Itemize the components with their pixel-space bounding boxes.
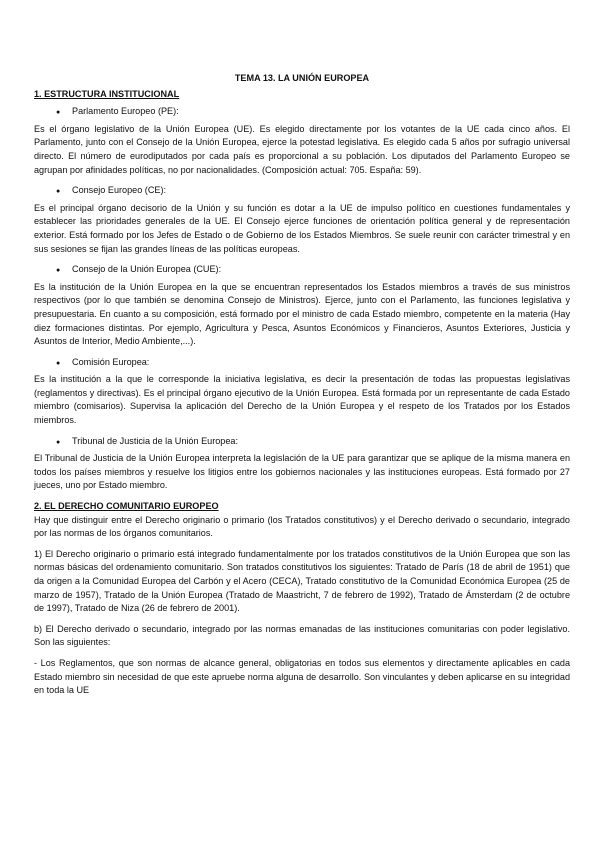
document-body [34,72,570,705]
bullet-dot-icon [56,184,72,199]
paragraph-consejo-europeo: Es el principal órgano decisorio de la Unión y su función es dotar a la UE de impulso político en cuestiones fundamentales y establecer las prioridades generales de la UE. El Consejo ejerce funciones de orientación política general y de representación exterior. Está formado por los Jefes de Estado o de Gobierno de los Estados Miembros. Se suele reunir con carácter trimestral y en sus sesiones se fijan las grandes líneas de las políticas europeas. [34,202,570,254]
bullet-dot-icon [56,356,72,371]
paragraph-derecho-originario: 1) El Derecho originario o primario está integrado fundamentalmente por los tratados constitutivos de la Unión Europea que son las normas básicas del ordenamiento comunitario. Son tratados constitutivos los siguientes: Tratado de París (18 de abril de 1951) que da origen a la Comunidad Europea del Carbón y el Acero (CECA), Tratado constitutivo de la Comunidad Económica Europea (25 de marzo de 1957), Tratado de la Unión Europea (Tratado de Maastricht, 7 de febrero de 1992), Tratado de Ámsterdam (2 de octubre de 1997), Tratado de Niza (26 de febrero de 2001). [34,548,570,614]
bullet-consejo-europeo [56,184,570,199]
bullet-dot-icon [56,105,72,120]
bullet-dot-icon [56,435,72,450]
bullet-label: Comisión Europea: [72,356,150,367]
bullet-label: Consejo de la Unión Europea (CUE): [72,264,222,275]
bullet-parlamento [56,105,570,120]
bullet-label: Parlamento Europeo (PE): [72,106,179,117]
paragraph-parlamento: Es el órgano legislativo de la Unión Europea (UE). Es elegido directamente por los votantes de la UE cada cinco años. El Parlamento, junto con el Consejo de la Unión Europea, ejerce la potestad legislativa. Es elegido cada 5 años por sufragio universal directo. El número de eurodiputados por cada país es proporcional a su población. Los diputados del Parlamento Europeo se agrupan por afinidades políticas, no por nacionalidades. (Composición actual: 705. España: 59). [34,123,570,175]
paragraph-tribunal: El Tribunal de Justicia de la Unión Europea interpreta la legislación de la UE para garantizar que se aplique de la misma manera en todos los países miembros y resuelve los litigios entre los gobiernos nacionales y las instituciones europeas. Está formado por 27 jueces, uno por Estado miembro. [34,453,570,491]
paragraph-consejo-ue: Es la institución de la Unión Europea en la que se encuentran representados los Estados miembros a través de sus ministros respectivos (por lo que también se denomina Consejo de Ministros). Ejerce, junto con el Parlamento, las funciones legislativa y presupuestaria. En cuanto a su composición, está formado por el ministro de cada Estado miembro, competente en la materia (Hay diez formaciones distintas. Por ejemplo, Agricultura y Pesca, Asuntos Económicos y Financieros, Asuntos Exteriores, Justicia y Asuntos de Interior, Medio Ambiente,...). [34,281,570,347]
paragraph-intro: Hay que distinguir entre el Derecho originario o primario (los Tratados constitutivos) y el Derecho derivado o secundario, integrado por las normas de los órganos comunitarios. [34,514,570,539]
paragraph-derecho-derivado: b) El Derecho derivado o secundario, integrado por las normas emanadas de las instituciones comunitarias con poder legislativo. Son las siguientes: [34,623,570,648]
section-1-heading: 1. ESTRUCTURA INSTITUCIONAL [34,88,180,99]
bullet-consejo-ue [56,263,570,278]
bullet-dot-icon [56,263,72,278]
bullet-label: Consejo Europeo (CE): [72,185,167,196]
document-title: TEMA 13. LA UNIÓN EUROPEA [234,73,370,83]
bullet-comision [56,356,570,371]
section-2-heading: 2. EL DERECHO COMUNITARIO EUROPEO [34,501,219,512]
paragraph-comision: Es la institución a la que le corresponde la iniciativa legislativa, es decir la presentación de todas las propuestas legislativas (reglamentos y directivas). Es el principal órgano ejecutivo de la Unión Europea. Está formada por un representante de cada Estado miembro (comisarios). Supervisa la aplicación del Derecho de la Unión Europea y el respeto de los Tratados por los Estados miembros. [34,374,570,426]
bullet-label: Tribunal de Justicia de la Unión Europea: [72,435,238,446]
paragraph-reglamentos: - Los Reglamentos, que son normas de alcance general, obligatorias en todos sus elementos y directamente aplicables en cada Estado miembro sin necesidad de que este apruebe norma alguna de desarrollo. Son vinculantes y deben aplicarse en su integridad en toda la UE [34,657,570,696]
bullet-tribunal [56,435,570,450]
